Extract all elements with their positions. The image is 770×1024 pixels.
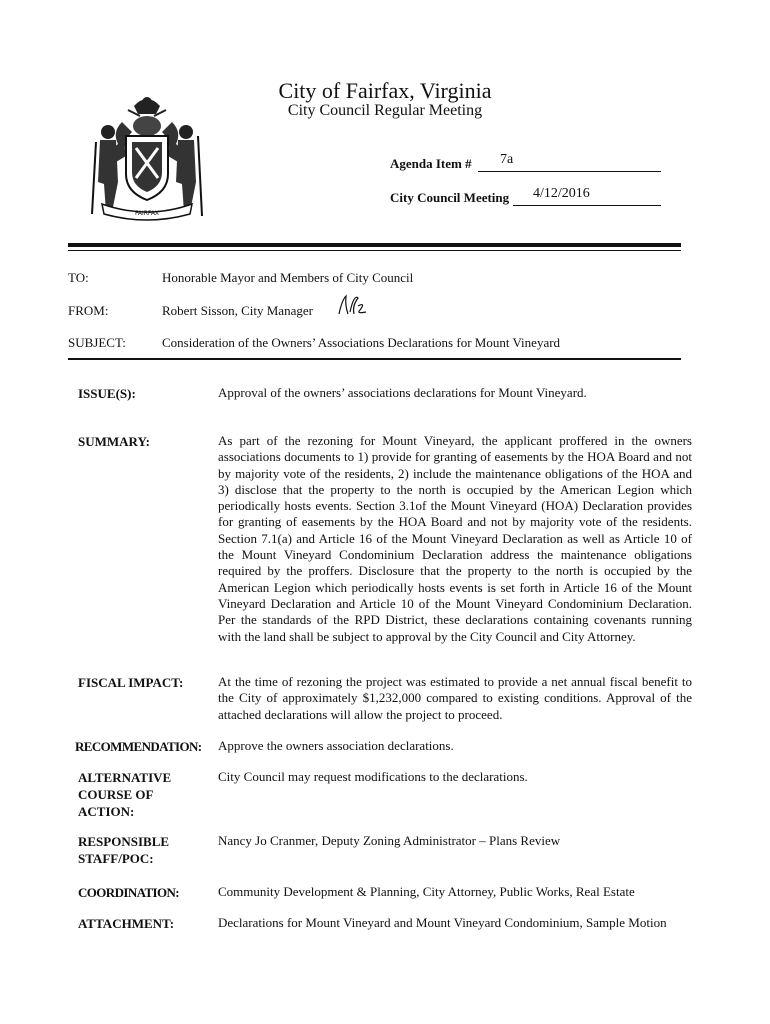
- agenda-item-value: 7a: [500, 152, 514, 167]
- memo-from-label: FROM:: [68, 303, 109, 318]
- header-rule-thin: [68, 250, 681, 251]
- memo-to-value: Honorable Mayor and Members of City Council: [162, 270, 414, 285]
- alternative-label: ALTERNATIVE COURSE OF ACTION:: [78, 770, 172, 819]
- attachment-text: Declarations for Mount Vineyard and Mount Vineyard Condominium, Sample Motion: [218, 915, 667, 930]
- issue-label: ISSUE(S):: [78, 386, 136, 401]
- memo-rule: [68, 358, 681, 360]
- agenda-item-label: Agenda Item #: [390, 156, 472, 171]
- memo-to-label: TO:: [68, 270, 89, 285]
- recommendation-label: RECOMMENDATION:: [75, 739, 202, 754]
- initials-signature-icon: [336, 292, 370, 318]
- meeting-date-label: City Council Meeting: [390, 190, 510, 205]
- alternative-text: City Council may request modifications to the declarations.: [218, 769, 528, 784]
- coordination-label: COORDINATION:: [78, 885, 180, 900]
- city-seal-icon: [82, 92, 212, 224]
- meeting-date-value: 4/12/2016: [533, 186, 590, 201]
- fiscal-impact-label: FISCAL IMPACT:: [78, 675, 184, 690]
- header-rule-thick: [68, 243, 681, 247]
- summary-label: SUMMARY:: [78, 434, 151, 449]
- seal-motto: FAIRFAX: [134, 210, 160, 217]
- summary-text: As part of the rezoning for Mount Vineyard, the applicant proffered in the owners associations documents to 1) provide for granting of easements by the HOA Board and not by majority vote of the residents, 2) include the maintenance obligations of the HOA and 3) disclose that the property to the north is occupied by the American Legion which periodically hosts events. Section 3.1of the Mount Vineyard (HOA) Declaration provides for granting of easements by the HOA Board and not by majority vote of the residents. Section 7.1(a) and Article 16 of the Mount Vineyard Declaration as well as Article 10 of the Mount Vineyard Condominium Declaration address the maintenance obligations required by the proffers. Disclosure that the property to the north is occupied by the American Legion which periodically hosts events is set forth in Article 16 of the Mount Vineyard Declaration and Article 10 of the Mount Vineyard Condominium Declaration. Per the standards of the RPD District, these declarations containing covenants running with the land shall be subject to approval by the City Council and City Attorney.: [218, 433, 692, 644]
- recommendation-text: Approve the owners association declarations.: [218, 738, 454, 753]
- issue-text: Approval of the owners’ associations declarations for Mount Vineyard.: [218, 385, 587, 400]
- coordination-text: Community Development & Planning, City Attorney, Public Works, Real Estate: [218, 884, 635, 899]
- memo-subject-label: SUBJECT:: [68, 335, 126, 350]
- agenda-item-underline: [478, 171, 661, 172]
- fiscal-impact-text: At the time of rezoning the project was estimated to provide a net annual fiscal benefit to the City of approximately $1,232,000 compared to existing conditions. Approval of the attached declarations will allow the project to proceed.: [218, 674, 692, 722]
- meeting-date-underline: [513, 205, 661, 206]
- page-title: City of Fairfax, Virginia: [278, 78, 492, 103]
- attachment-label: ATTACHMENT:: [78, 916, 175, 931]
- responsible-label: RESPONSIBLE STAFF/POC:: [78, 834, 170, 866]
- memo-from-value: Robert Sisson, City Manager: [162, 303, 313, 318]
- memo-subject-value: Consideration of the Owners’ Associations Declarations for Mount Vineyard: [162, 335, 561, 350]
- responsible-text: Nancy Jo Cranmer, Deputy Zoning Administrator – Plans Review: [218, 833, 561, 848]
- page-subtitle: City Council Regular Meeting: [287, 102, 483, 119]
